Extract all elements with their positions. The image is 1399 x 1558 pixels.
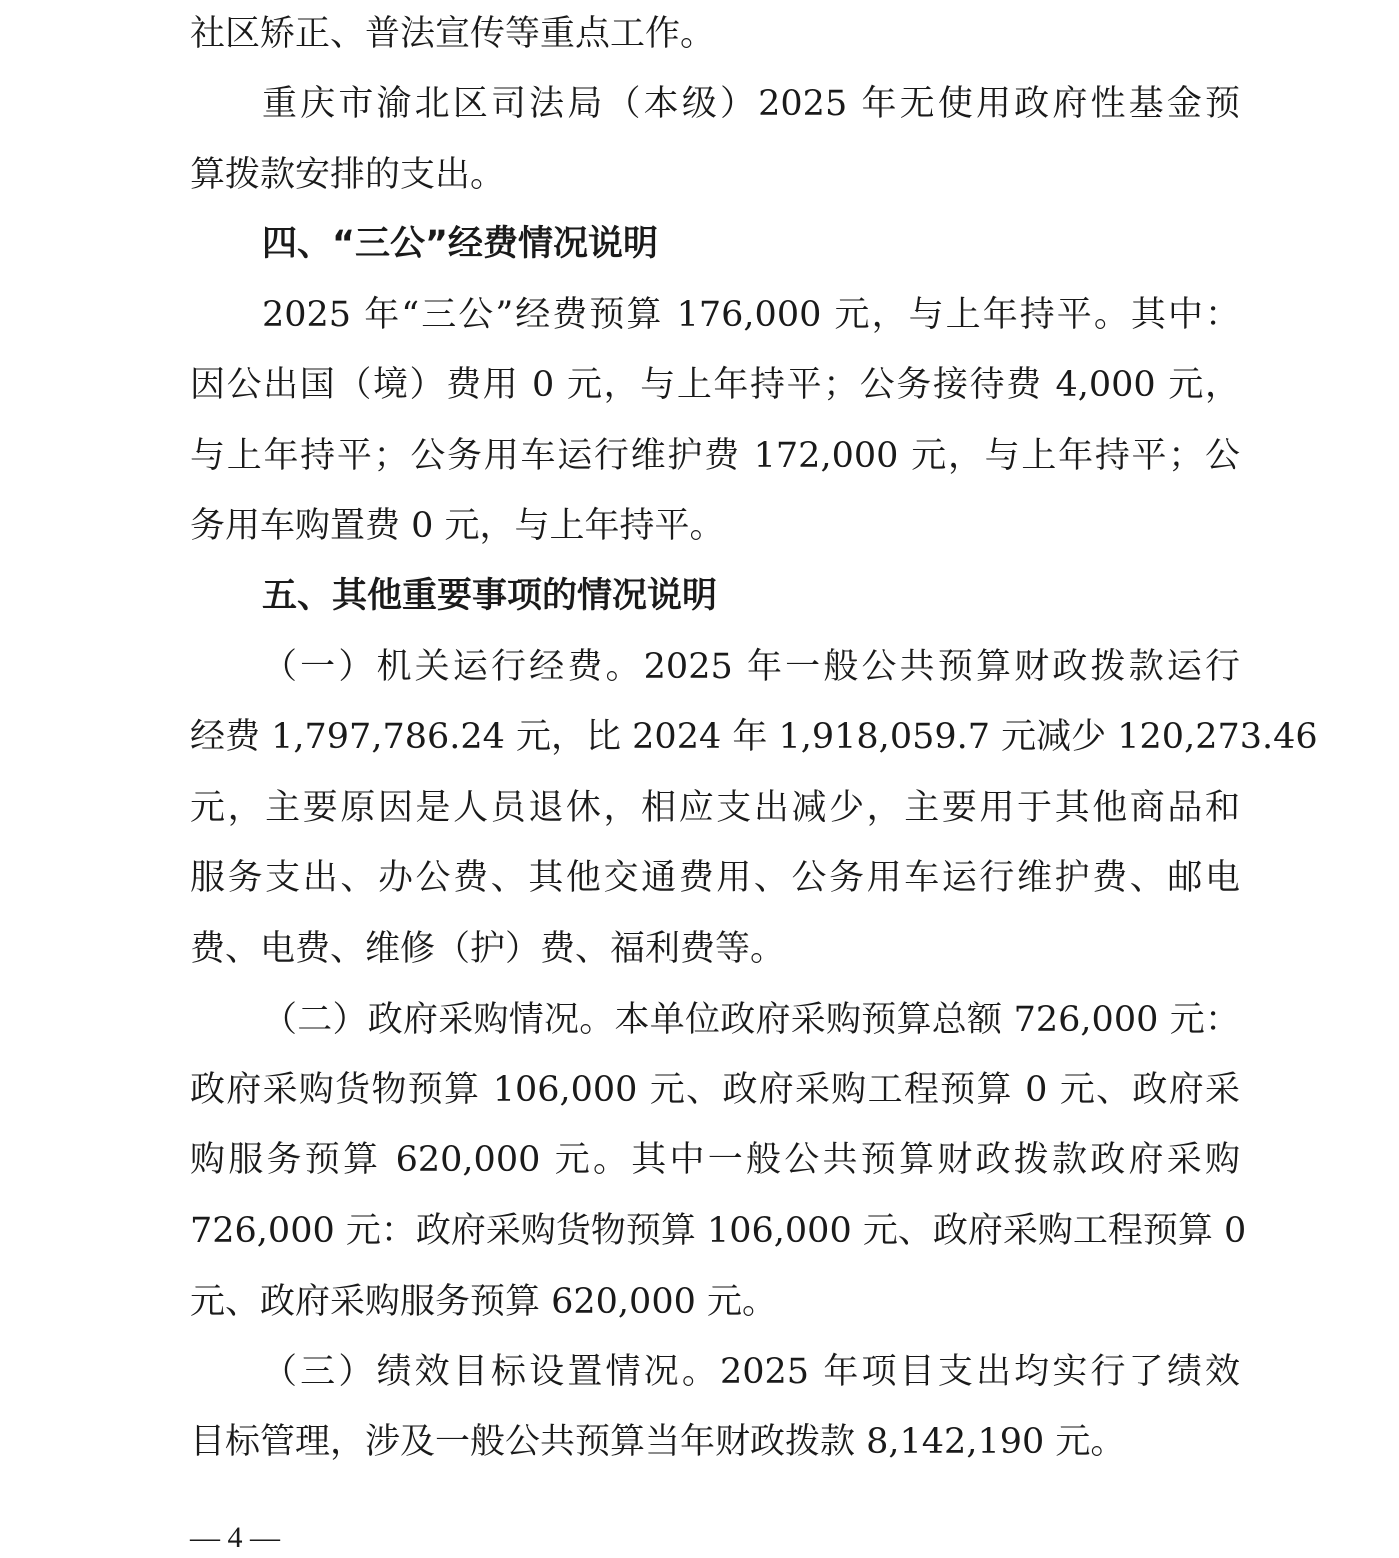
- section-heading: 五、其他重要事项的情况说明: [262, 576, 718, 616]
- text-line: 元，主要原因是人员退休，相应支出减少，主要用于其他商品和: [190, 788, 1240, 828]
- text-line: （一）机关运行经费。2025 年一般公共预算财政拨款运行: [262, 647, 1240, 687]
- section-heading: 四、“三公”经费情况说明: [262, 224, 659, 264]
- text-line: 与上年持平；公务用车运行维护费 172,000 元，与上年持平；公: [190, 436, 1240, 476]
- text-line: 经费 1,797,786.24 元，比 2024 年 1,918,059.7 元减少 120,273.46: [190, 717, 1318, 757]
- text-line: 726,000 元：政府采购货物预算 106,000 元、政府采购工程预算 0: [190, 1211, 1247, 1251]
- text-line: 因公出国（境）费用 0 元，与上年持平；公务接待费 4,000 元，: [190, 365, 1240, 405]
- text-line: 算拨款安排的支出。: [190, 155, 506, 195]
- text-line: （三）绩效目标设置情况。2025 年项目支出均实行了绩效: [262, 1352, 1240, 1392]
- text-line: 服务支出、办公费、其他交通费用、公务用车运行维护费、邮电: [190, 858, 1240, 898]
- text-line: 元、政府采购服务预算 620,000 元。: [190, 1282, 777, 1322]
- text-line: 费、电费、维修（护）费、福利费等。: [190, 929, 786, 969]
- text-line: 政府采购货物预算 106,000 元、政府采购工程预算 0 元、政府采: [190, 1070, 1240, 1110]
- text-line: （二）政府采购情况。本单位政府采购预算总额 726,000 元：: [262, 1000, 1240, 1040]
- text-line: 目标管理，涉及一般公共预算当年财政拨款 8,142,190 元。: [190, 1422, 1126, 1462]
- text-line: 2025 年“三公”经费预算 176,000 元，与上年持平。其中：: [262, 295, 1240, 335]
- text-line: 重庆市渝北区司法局（本级）2025 年无使用政府性基金预: [262, 84, 1240, 124]
- text-line: 务用车购置费 0 元，与上年持平。: [190, 506, 725, 546]
- text-line: 社区矫正、普法宣传等重点工作。: [190, 14, 716, 54]
- page-number: — 4 —: [190, 1521, 280, 1554]
- text-line: 购服务预算 620,000 元。其中一般公共预算财政拨款政府采购: [190, 1140, 1240, 1180]
